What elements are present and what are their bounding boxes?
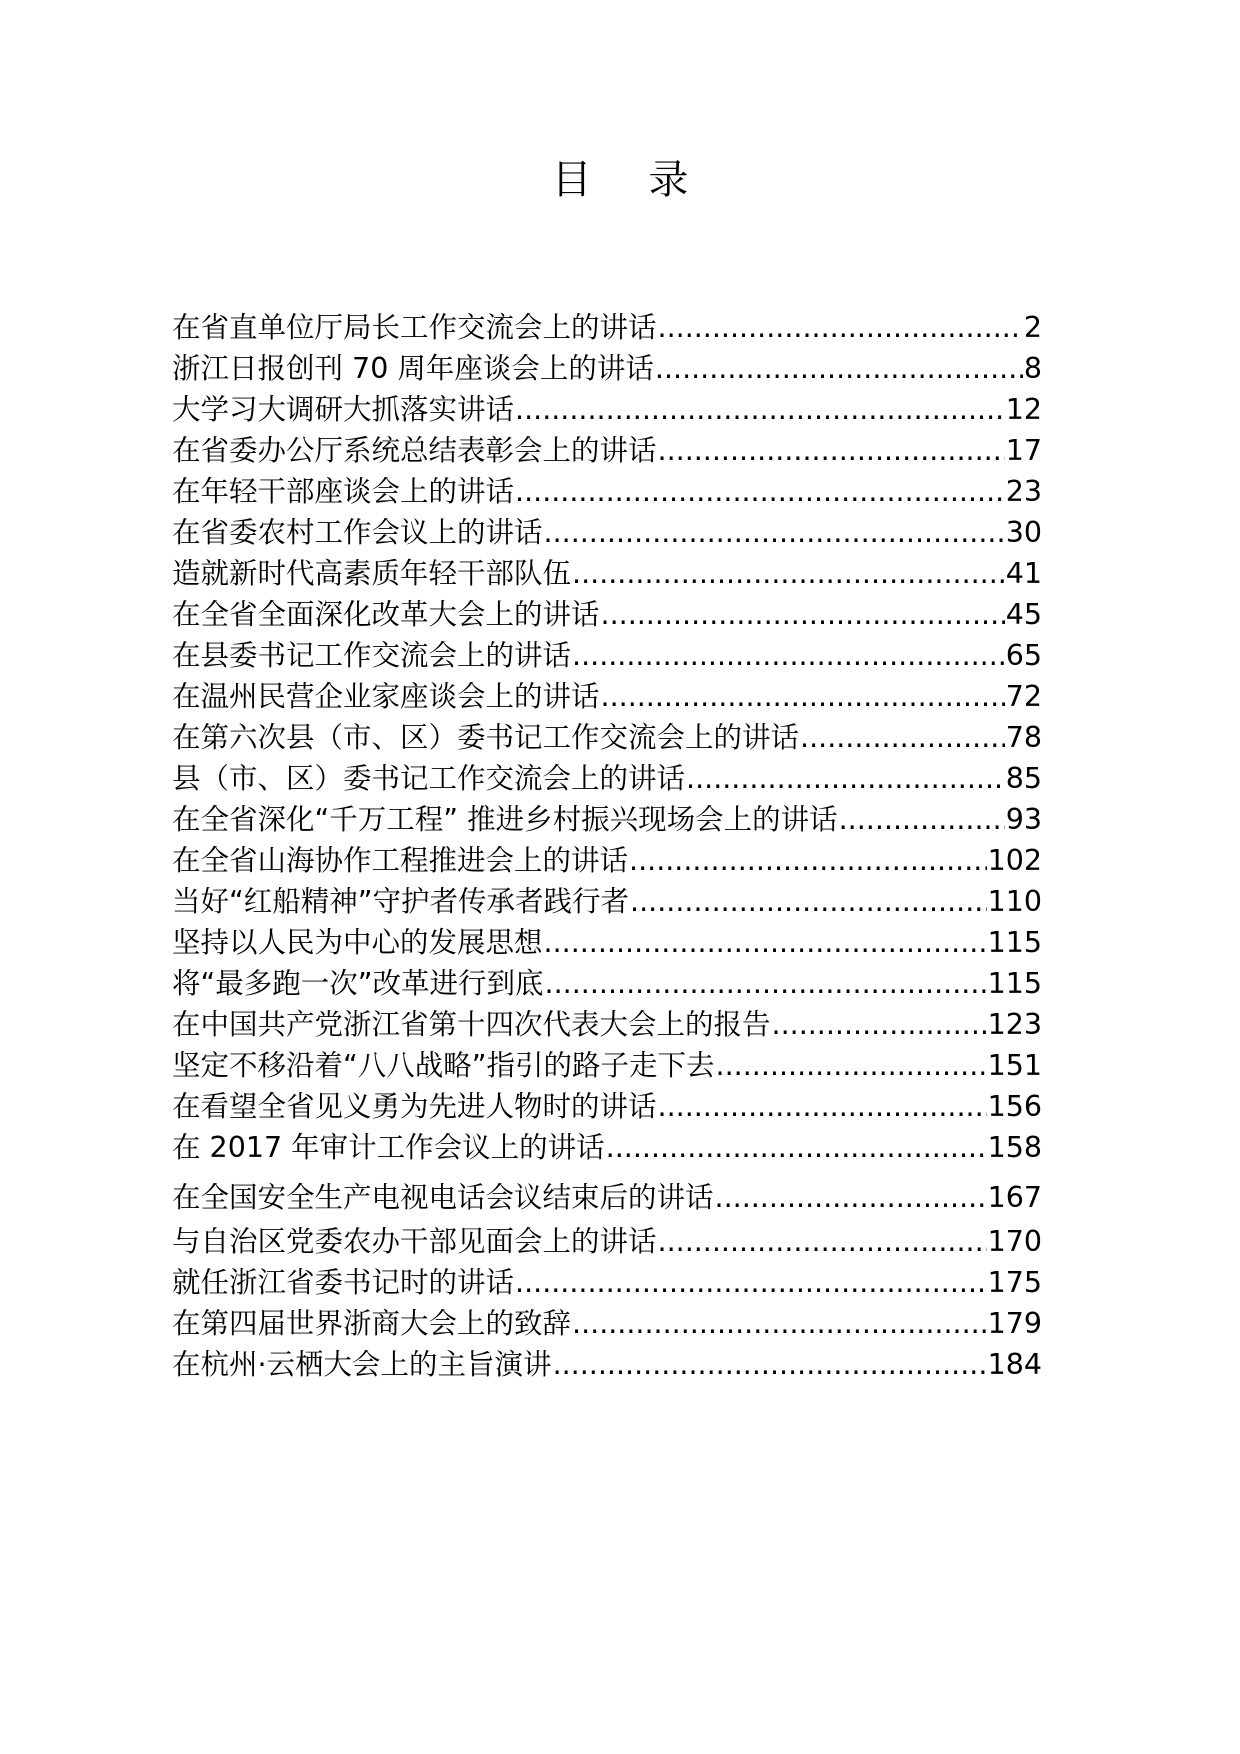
toc-dot-leader bbox=[515, 472, 1005, 512]
toc-entry-title: 在县委书记工作交流会上的讲话 bbox=[172, 639, 572, 672]
toc-entry-title: 县（市、区）委书记工作交流会上的讲话 bbox=[172, 762, 686, 795]
toc-entry-title: 造就新时代高素质年轻干部队伍 bbox=[172, 557, 572, 590]
toc-entry-title: 在第四届世界浙商大会上的致辞 bbox=[172, 1307, 572, 1340]
toc-entry-title: 在第六次县（市、区）委书记工作交流会上的讲话 bbox=[172, 721, 800, 754]
toc-dot-leader bbox=[658, 1087, 987, 1127]
toc-entry[interactable] bbox=[172, 800, 1042, 840]
toc-dot-leader bbox=[716, 1046, 987, 1086]
toc-entry[interactable] bbox=[172, 1178, 1042, 1218]
toc-entry-title: 在全省山海协作工程推进会上的讲话 bbox=[172, 844, 629, 877]
toc-entry-title: 将“最多跑一次”改革进行到底 bbox=[172, 967, 544, 1000]
toc-entry[interactable] bbox=[172, 1087, 1042, 1127]
toc-entry-page-number: 41 bbox=[1005, 557, 1042, 590]
toc-dot-leader bbox=[515, 1263, 987, 1303]
toc-dot-leader bbox=[515, 390, 1005, 430]
toc-entry[interactable] bbox=[172, 554, 1042, 594]
toc-entry-title: 浙江日报创刊 70 周年座谈会上的讲话 bbox=[172, 352, 654, 385]
toc-entry[interactable] bbox=[172, 1128, 1042, 1168]
toc-entry[interactable] bbox=[172, 1345, 1042, 1385]
toc-dot-leader bbox=[545, 964, 987, 1004]
toc-entry-page-number: 102 bbox=[987, 844, 1042, 877]
toc-dot-leader bbox=[544, 923, 987, 963]
toc-entry[interactable] bbox=[172, 390, 1042, 430]
toc-entry-title: 大学习大调研大抓落实讲话 bbox=[172, 393, 515, 426]
toc-entry-page-number: 115 bbox=[987, 926, 1042, 959]
toc-entry-page-number: 8 bbox=[1023, 352, 1042, 385]
toc-dot-leader bbox=[630, 882, 987, 922]
toc-entry-page-number: 151 bbox=[987, 1049, 1042, 1082]
toc-entry[interactable] bbox=[172, 349, 1042, 389]
toc-entry-page-number: 72 bbox=[1005, 680, 1042, 713]
toc-entry-title: 在中国共产党浙江省第十四次代表大会上的报告 bbox=[172, 1008, 771, 1041]
toc-dot-leader bbox=[544, 513, 1005, 553]
toc-entry[interactable] bbox=[172, 677, 1042, 717]
toc-entry-title: 与自治区党委农办干部见面会上的讲话 bbox=[172, 1225, 657, 1258]
toc-entry[interactable] bbox=[172, 513, 1042, 553]
toc-entry[interactable] bbox=[172, 841, 1042, 881]
toc-entry[interactable] bbox=[172, 1263, 1042, 1303]
toc-entry-title: 坚定不移沿着“八八战略”指引的路子走下去 bbox=[172, 1049, 715, 1082]
toc-dot-leader bbox=[658, 1222, 987, 1262]
page-title: 目 录 bbox=[551, 157, 711, 203]
toc-entry-page-number: 45 bbox=[1005, 598, 1042, 631]
toc-entry[interactable] bbox=[172, 1046, 1042, 1086]
toc-entry[interactable] bbox=[172, 718, 1042, 758]
toc-entry[interactable] bbox=[172, 636, 1042, 676]
toc-entry-page-number: 23 bbox=[1005, 475, 1042, 508]
toc-dot-leader bbox=[715, 1178, 987, 1218]
toc-entry[interactable] bbox=[172, 308, 1042, 348]
toc-entry-title: 在年轻干部座谈会上的讲话 bbox=[172, 475, 515, 508]
toc-entry-page-number: 123 bbox=[987, 1008, 1042, 1041]
toc-dot-leader bbox=[772, 1005, 987, 1045]
toc-entry-title: 坚持以人民为中心的发展思想 bbox=[172, 926, 543, 959]
toc-entry-page-number: 175 bbox=[987, 1266, 1042, 1299]
toc-entry-title: 在全省深化“千万工程” 推进乡村振兴现场会上的讲话 bbox=[172, 803, 838, 836]
toc-dot-leader bbox=[601, 677, 1005, 717]
toc-entry-page-number: 167 bbox=[987, 1181, 1042, 1214]
toc-entry[interactable] bbox=[172, 472, 1042, 512]
toc-dot-leader bbox=[572, 636, 1005, 676]
toc-entry[interactable] bbox=[172, 1304, 1042, 1344]
toc-entry-page-number: 93 bbox=[1005, 803, 1042, 836]
toc-entry-page-number: 156 bbox=[987, 1090, 1042, 1123]
toc-entry-page-number: 17 bbox=[1005, 434, 1042, 467]
toc-entry-title: 在省委办公厅系统总结表彰会上的讲话 bbox=[172, 434, 657, 467]
toc-dot-leader bbox=[629, 841, 987, 881]
toc-entry-page-number: 85 bbox=[1005, 762, 1042, 795]
toc-entry-page-number: 110 bbox=[987, 885, 1042, 918]
toc-entry-page-number: 179 bbox=[987, 1307, 1042, 1340]
toc-entry-title: 在省直单位厅局长工作交流会上的讲话 bbox=[172, 311, 657, 344]
toc-entry[interactable] bbox=[172, 595, 1042, 635]
toc-entry-page-number: 2 bbox=[1023, 311, 1042, 344]
toc-entry-title: 在省委农村工作会议上的讲话 bbox=[172, 516, 543, 549]
toc-dot-leader bbox=[686, 759, 1005, 799]
toc-entry-page-number: 30 bbox=[1005, 516, 1042, 549]
toc-dot-leader bbox=[839, 800, 1005, 840]
toc-dot-leader bbox=[606, 1128, 987, 1168]
toc-dot-leader bbox=[800, 718, 1005, 758]
toc-entry-title: 当好“红船精神”守护者传承者践行者 bbox=[172, 885, 630, 918]
toc-entry[interactable] bbox=[172, 964, 1042, 1004]
toc-dot-leader bbox=[658, 431, 1005, 471]
toc-entry-title: 在全省全面深化改革大会上的讲话 bbox=[172, 598, 600, 631]
toc-entry-title: 在看望全省见义勇为先进人物时的讲话 bbox=[172, 1090, 657, 1123]
toc-entry-page-number: 184 bbox=[987, 1348, 1042, 1381]
toc-dot-leader bbox=[655, 349, 1023, 389]
toc-dot-leader bbox=[601, 595, 1005, 635]
toc-entry[interactable] bbox=[172, 1222, 1042, 1262]
toc-dot-leader bbox=[572, 1304, 987, 1344]
toc-entry-title: 就任浙江省委书记时的讲话 bbox=[172, 1266, 515, 1299]
toc-entry-title: 在 2017 年审计工作会议上的讲话 bbox=[172, 1131, 605, 1164]
toc-entry-page-number: 115 bbox=[987, 967, 1042, 1000]
toc-entry-title: 在温州民营企业家座谈会上的讲话 bbox=[172, 680, 600, 713]
toc-entry[interactable] bbox=[172, 431, 1042, 471]
toc-dot-leader bbox=[658, 308, 1023, 348]
toc-dot-leader bbox=[553, 1345, 987, 1385]
toc-entry[interactable] bbox=[172, 882, 1042, 922]
toc-entry[interactable] bbox=[172, 1005, 1042, 1045]
toc-entry-page-number: 12 bbox=[1005, 393, 1042, 426]
toc-entry-page-number: 65 bbox=[1005, 639, 1042, 672]
toc-entry-title: 在杭州·云栖大会上的主旨演讲 bbox=[172, 1348, 552, 1381]
toc-entry-page-number: 158 bbox=[987, 1131, 1042, 1164]
toc-entry-page-number: 78 bbox=[1005, 721, 1042, 754]
toc-entry-title: 在全国安全生产电视电话会议结束后的讲话 bbox=[172, 1181, 714, 1214]
toc-entry[interactable] bbox=[172, 923, 1042, 963]
toc-entry[interactable] bbox=[172, 759, 1042, 799]
toc-entry-page-number: 170 bbox=[987, 1225, 1042, 1258]
toc-dot-leader bbox=[572, 554, 1005, 594]
